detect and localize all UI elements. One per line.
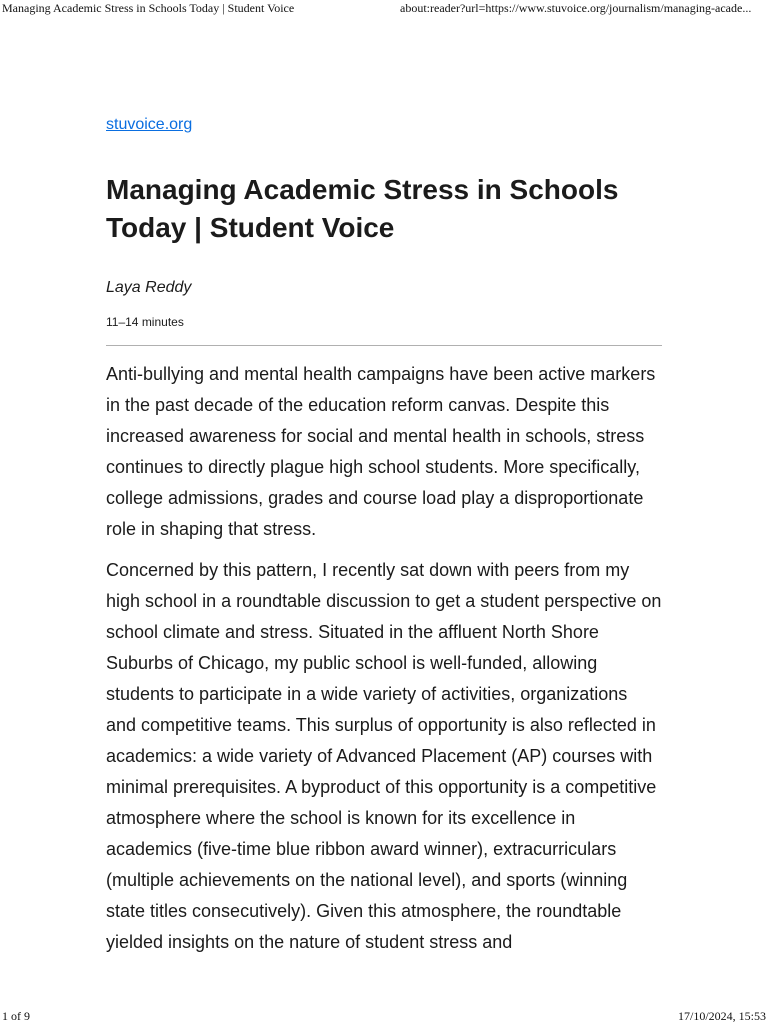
- article-title: Managing Academic Stress in Schools Today | Student Voice: [106, 174, 619, 243]
- print-url: about:reader?url=https://www.stuvoice.org/journalism/managing-acade...: [400, 1, 752, 15]
- reading-time: 11–14 minutes: [106, 315, 184, 329]
- article-paragraph: Concerned by this pattern, I recently sat down with peers from my high school in a roundtable discussion to get a student perspective on school climate and stress. Situated in the affluent North Shore Suburbs of Chicago, my public school is well-funded, allowing students to participate in a wide variety of activities, organizations and competitive teams. This surplus of opportunity is also reflected in academics: a wide variety of Advanced Placement (AP) courses with minimal prerequisites. A byproduct of this opportunity is a competitive atmosphere where the school is known for its excellence in academics (five-time blue ribbon award winner), extracurriculars (multiple achievements on the national level), and sports (winning state titles consecutively). Given this atmosphere, the roundtable yielded insights on the nature of student stress and: [106, 560, 662, 952]
- article-body: [106, 359, 662, 958]
- article-author: Laya Reddy: [106, 279, 192, 296]
- page-number: 1 of 9: [2, 1009, 30, 1023]
- reader-article: [106, 114, 662, 968]
- print-page-title: Managing Academic Stress in Schools Today | Student Voice: [2, 1, 295, 15]
- print-header: [0, 0, 768, 18]
- print-footer: [0, 1008, 768, 1024]
- article-paragraph: Anti-bullying and mental health campaigns have been active markers in the past decade of the education reform canvas. Despite this increased awareness for social and mental health in schools, stress continues to directly plague high school students. More specifically, college admissions, grades and course load play a disproportionate role in shaping that stress.: [106, 364, 656, 539]
- print-timestamp: 17/10/2024, 15:53: [677, 1009, 766, 1023]
- header-divider: [106, 345, 662, 346]
- source-domain-link[interactable]: stuvoice.org: [106, 116, 193, 133]
